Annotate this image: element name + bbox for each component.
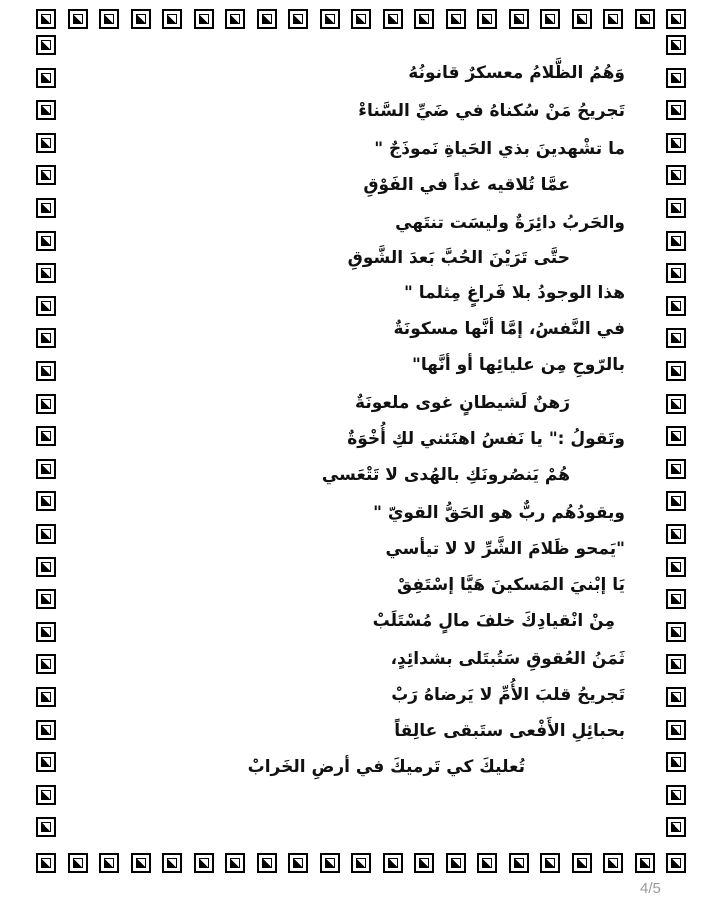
frame-box-icon xyxy=(666,720,686,740)
frame-box-icon xyxy=(36,557,56,577)
frame-box-icon xyxy=(36,68,56,88)
frame-box-icon xyxy=(36,817,56,837)
frame-box-icon xyxy=(36,491,56,511)
poem-line: رَهنٌ لَشيطانٍ غوى ملعونَةٌ xyxy=(355,393,570,413)
frame-box-icon xyxy=(666,524,686,544)
frame-box-icon xyxy=(36,100,56,120)
frame-box-icon xyxy=(99,853,119,873)
frame-box-icon xyxy=(666,263,686,283)
frame-box-icon xyxy=(36,589,56,609)
frame-box-icon xyxy=(320,853,340,873)
frame-box-icon xyxy=(36,263,56,283)
frame-box-icon xyxy=(666,296,686,316)
frame-box-icon xyxy=(162,853,182,873)
frame-box-icon xyxy=(36,328,56,348)
frame-box-icon xyxy=(383,853,403,873)
frame-box-icon xyxy=(36,524,56,544)
frame-box-icon xyxy=(666,100,686,120)
frame-box-icon xyxy=(36,296,56,316)
poem-line: في النَّفسُ، إمَّا أنَّها مسكونَةٌ xyxy=(393,319,625,339)
left-frame-border xyxy=(36,35,58,850)
right-frame-border xyxy=(666,35,688,850)
frame-box-icon xyxy=(666,35,686,55)
frame-box-icon xyxy=(36,752,56,772)
frame-box-icon xyxy=(666,817,686,837)
poem-line: وَهُمُ الظَّلامُ معسكرٌ قانونُهُ xyxy=(408,63,625,83)
frame-box-icon xyxy=(540,853,560,873)
frame-box-icon xyxy=(603,9,623,29)
frame-box-icon xyxy=(36,853,56,873)
frame-box-icon xyxy=(603,853,623,873)
frame-box-icon xyxy=(194,9,214,29)
bottom-frame-border xyxy=(0,853,720,875)
frame-box-icon xyxy=(572,853,592,873)
poem-line: تَجريحُ قلبَ الأُمِّ لا يَرضاهُ رَبْ xyxy=(391,685,625,705)
poem-line: هذا الوجودُ بلا فَراغٍ مِثلما " xyxy=(403,283,625,303)
frame-box-icon xyxy=(666,231,686,251)
frame-box-icon xyxy=(666,459,686,479)
poem-line: ما تشْهدينَ بذي الحَياةِ نَموذَجٌ " xyxy=(374,139,625,159)
frame-box-icon xyxy=(68,853,88,873)
frame-box-icon xyxy=(288,853,308,873)
frame-box-icon xyxy=(446,853,466,873)
frame-box-icon xyxy=(162,9,182,29)
frame-box-icon xyxy=(36,231,56,251)
poem-line: وتَقولُ :" يا نَفسُ اهنَئني لكِ أُخْوَةٌ xyxy=(347,429,625,449)
frame-box-icon xyxy=(666,752,686,772)
frame-box-icon xyxy=(666,68,686,88)
frame-box-icon xyxy=(635,9,655,29)
frame-box-icon xyxy=(509,9,529,29)
frame-box-icon xyxy=(414,853,434,873)
frame-box-icon xyxy=(36,459,56,479)
frame-box-icon xyxy=(666,165,686,185)
frame-box-icon xyxy=(666,198,686,218)
frame-box-icon xyxy=(257,853,277,873)
frame-box-icon xyxy=(666,361,686,381)
frame-box-icon xyxy=(666,133,686,153)
poem-line: مِنْ انْقيادِكَ خلفَ مالٍ مُسْتَلَبْ xyxy=(372,611,615,631)
frame-box-icon xyxy=(36,785,56,805)
frame-box-icon xyxy=(477,9,497,29)
poem-line: والحَربُ دائِرَةٌ وليسَت تنتَهي xyxy=(395,213,625,233)
frame-box-icon xyxy=(320,9,340,29)
frame-box-icon xyxy=(666,622,686,642)
frame-box-icon xyxy=(36,622,56,642)
frame-box-icon xyxy=(666,9,686,29)
frame-box-icon xyxy=(351,9,371,29)
frame-box-icon xyxy=(36,361,56,381)
frame-box-icon xyxy=(68,9,88,29)
frame-box-icon xyxy=(36,426,56,446)
frame-box-icon xyxy=(351,853,371,873)
poem-line: بحبائِلِ الأَفْعى ستَبقى عالِقاً xyxy=(394,721,625,741)
page-number: 4/5 xyxy=(640,880,661,897)
frame-box-icon xyxy=(666,687,686,707)
poem-line: حتَّى تَرَيْنَ الحُبَّ بَعدَ الشَّوقِ xyxy=(347,248,570,268)
frame-box-icon xyxy=(257,9,277,29)
frame-box-icon xyxy=(36,654,56,674)
poem-line: عمَّا تُلاقيه غداً في الفَوْقِ xyxy=(363,175,570,195)
frame-box-icon xyxy=(666,785,686,805)
frame-box-icon xyxy=(225,9,245,29)
frame-box-icon xyxy=(383,9,403,29)
frame-box-icon xyxy=(36,720,56,740)
poem-line: تَجريحُ مَنْ سُكناهُ في ضَيِّ السَّناءْ xyxy=(358,101,625,121)
poem-line: ثَمَنُ العُقوقِ سَتُبتَلى بشدائِدٍ، xyxy=(390,649,625,669)
poem-line: يَا إبْنيَ المَسكينَ هَيَّا إسْتَفِقْ xyxy=(397,575,625,595)
frame-box-icon xyxy=(666,491,686,511)
frame-box-icon xyxy=(666,589,686,609)
frame-box-icon xyxy=(36,165,56,185)
frame-box-icon xyxy=(635,853,655,873)
frame-box-icon xyxy=(36,198,56,218)
frame-box-icon xyxy=(540,9,560,29)
frame-box-icon xyxy=(666,557,686,577)
top-frame-border xyxy=(0,9,720,31)
frame-box-icon xyxy=(666,654,686,674)
poem-line: تُعليكَ كي تَرميكَ في أرضِ الخَرابْ xyxy=(247,757,525,777)
frame-box-icon xyxy=(36,687,56,707)
frame-box-icon xyxy=(666,328,686,348)
frame-box-icon xyxy=(477,853,497,873)
poem-line: "يَمحو ظَلامَ الشَّرِّ لا لا تيأسي xyxy=(385,539,625,559)
poem-line: ويقودُهُم ربٌّ هو الحَقُّ القويّ " xyxy=(373,503,625,523)
frame-box-icon xyxy=(666,853,686,873)
frame-box-icon xyxy=(36,133,56,153)
frame-box-icon xyxy=(194,853,214,873)
frame-box-icon xyxy=(99,9,119,29)
frame-box-icon xyxy=(666,426,686,446)
frame-box-icon xyxy=(36,9,56,29)
frame-box-icon xyxy=(36,35,56,55)
frame-box-icon xyxy=(36,394,56,414)
frame-box-icon xyxy=(666,394,686,414)
frame-box-icon xyxy=(225,853,245,873)
frame-box-icon xyxy=(446,9,466,29)
frame-box-icon xyxy=(288,9,308,29)
frame-box-icon xyxy=(509,853,529,873)
frame-box-icon xyxy=(414,9,434,29)
frame-box-icon xyxy=(131,853,151,873)
frame-box-icon xyxy=(131,9,151,29)
frame-box-icon xyxy=(572,9,592,29)
poem-line: بالرّوحِ مِن عليائِها أو أنَّها" xyxy=(412,355,625,375)
poem-line: هُمْ يَنصُرونَكِ بالهُدى لا تَتْعَسي xyxy=(321,465,570,485)
